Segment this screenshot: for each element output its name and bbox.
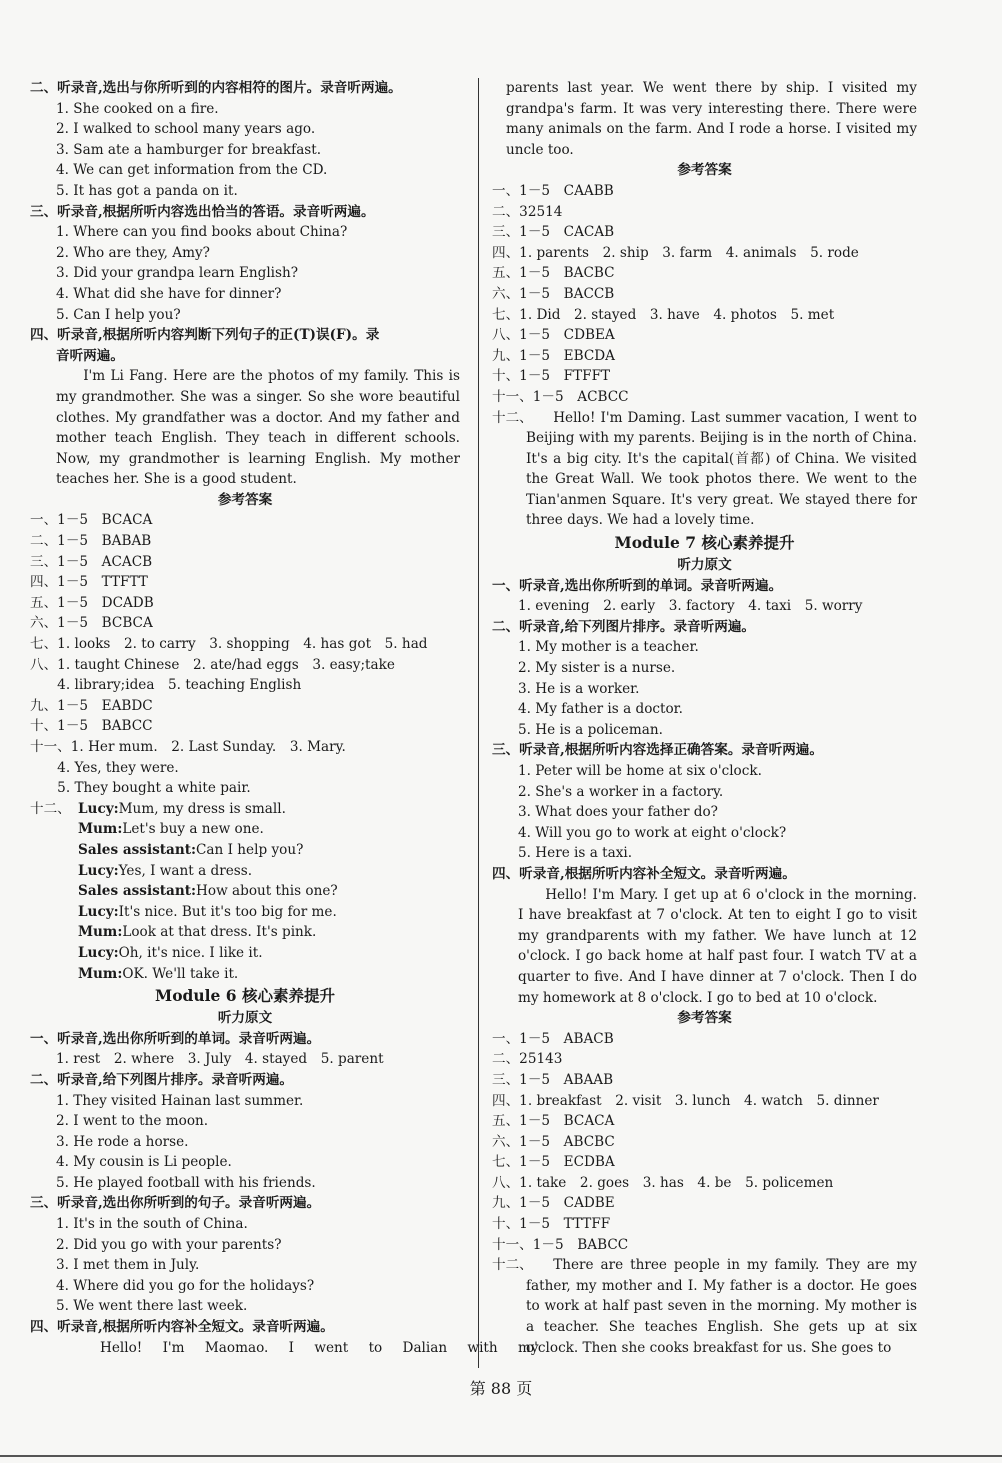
speaker: Mum: [78, 821, 123, 838]
listening-line: 5. Can I help you? [56, 306, 181, 323]
left-answers-title: 参考答案 [217, 491, 273, 508]
listening-line: 三、听录音,选出你所听到的句子。录音听两遍。 [30, 1195, 321, 1212]
answer-line: 十、1－5 FTFFT [492, 368, 611, 385]
item-12-label: 十二、 [492, 409, 533, 426]
speaker: Sales assistant: [78, 841, 197, 858]
speaker: Lucy: [78, 903, 119, 920]
last-item-label: 十二、 [492, 1257, 533, 1274]
listening-line: 3. What does your father do? [518, 804, 718, 821]
answer-line: 一、1－5 BCACA [30, 512, 153, 529]
listening-line: 四、听录音,根据所听内容判断下列句子的正(T)误(F)。录 [30, 327, 380, 344]
listening-line: 1. It's in the south of China. [56, 1216, 248, 1233]
utterance: Oh, it's nice. I like it. [118, 944, 263, 961]
answer-line: 二、32514 [492, 203, 563, 220]
speaker: Lucy: [78, 862, 119, 879]
dialog-line [30, 799, 460, 820]
dialog-line [30, 819, 460, 840]
listening-line: 四、听录音,根据所听内容补全短文。录音听两遍。 [30, 1319, 334, 1336]
listening-line: 一、听录音,选出你所听到的单词。录音听两遍。 [492, 577, 783, 594]
answer-line: 七、1. looks 2. to carry 3. shopping 4. has got 5. had [30, 636, 428, 653]
dialog [30, 799, 460, 984]
listening-line: 三、听录音,根据所听内容选择正确答案。录音听两遍。 [492, 742, 823, 759]
utterance: It's nice. But it's too big for me. [118, 903, 337, 920]
answer-line: 八、1. take 2. goes 3. has 4. be 5. policemen [492, 1174, 834, 1191]
speaker: Mum: [78, 965, 123, 982]
speaker: Mum: [78, 924, 123, 941]
answer-line: 一、1－5 CAABB [492, 182, 614, 199]
answer-line: 二、25143 [492, 1051, 563, 1068]
answer-line: 4. Yes, they were. [30, 759, 179, 776]
answer-line: 八、1－5 CDBEA [492, 327, 615, 344]
module7-title: Module 7 核心素养提升 [614, 533, 795, 553]
listening-line: 5. Here is a taxi. [518, 845, 633, 862]
listening-line: 3. Did your grandpa learn English? [56, 265, 299, 282]
utterance: Look at that dress. It's pink. [122, 924, 317, 941]
listening-line: 2. She's a worker in a factory. [518, 783, 724, 800]
listening-line: 2. My sister is a nurse. [518, 660, 676, 677]
module6-title: Module 6 核心素养提升 [155, 986, 335, 1006]
dialog-line [30, 964, 460, 985]
answer-line: 九、1－5 EBCDA [492, 347, 615, 364]
right-column [492, 78, 917, 1358]
answer-line: 九、1－5 EABDC [30, 697, 153, 714]
speaker: Sales assistant: [78, 883, 197, 900]
answer-line: 三、1－5 ABAAB [492, 1071, 614, 1088]
module6-passage-start: Hello! I'm Maomao. I went to Dalian with my [100, 1339, 539, 1356]
last-passage-text: There are three people in my family. They are my father, my mother and I. My father is a doctor. He goes to work at half past seven in the morning. My mother is a teacher. She teaches English. She gets up at six o'clock. Then she cooks breakfast for us. She goes to [526, 1257, 917, 1356]
passage-12-text: Hello! I'm Daming. Last summer vacation, I went to Beijing with my parents. Beijing is in the north of China. It's a big city. It's the capital(首都) of China. We visited the Great Wall. We took photos there. We went to the Tian'anmen Square. It's very great. We stayed there for three days. We had a lovely time. [526, 409, 917, 529]
answer-line: 4. library;idea 5. teaching English [30, 677, 302, 694]
listening-line: 2. I walked to school many years ago. [56, 121, 316, 138]
dialog-line [30, 922, 460, 943]
answer-line: 五、1－5 DCADB [30, 594, 154, 611]
module7-subtitle: 听力原文 [677, 557, 732, 574]
dialog-line [30, 861, 460, 882]
module6-lines [30, 1029, 460, 1338]
right-answers-title: 参考答案 [677, 162, 732, 179]
utterance: Yes, I want a dress. [118, 862, 253, 879]
answer-line: 六、1－5 BCBCA [30, 615, 153, 632]
right-answers2-title: 参考答案 [677, 1010, 732, 1027]
utterance: How about this one? [196, 883, 338, 900]
utterance: Can I help you? [196, 841, 304, 858]
answer-line: 十、1－5 BABCC [30, 718, 153, 735]
listening-line: 4. Where did you go for the holidays? [56, 1277, 315, 1294]
answer-line: 十一、1－5 ACBCC [492, 388, 629, 405]
dialog-line [30, 902, 460, 923]
answer-line: 九、1－5 CADBE [492, 1195, 615, 1212]
answer-line: 四、1. breakfast 2. visit 3. lunch 4. watch 5. dinner [492, 1092, 879, 1109]
listening-line: 一、听录音,选出你所听到的单词。录音听两遍。 [30, 1030, 321, 1047]
answer-line: 七、1. Did 2. stayed 3. have 4. photos 5. met [492, 306, 835, 323]
listening-line: 5. We went there last week. [56, 1298, 248, 1315]
listening-line: 三、听录音,根据所听内容选出恰当的答语。录音听两遍。 [30, 203, 375, 220]
module7-lines [492, 576, 917, 885]
bottom-rule [0, 1455, 1002, 1457]
listening-line: 1. She cooked on a fire. [56, 100, 219, 117]
listening-line: 5. He played football with his friends. [56, 1174, 316, 1191]
listening-line: 2. Did you go with your parents? [56, 1236, 282, 1253]
answer-line: 六、1－5 ABCBC [492, 1133, 615, 1150]
item-12-label: 十二、 [30, 800, 71, 817]
answer-line: 三、1－5 ACACB [30, 553, 153, 570]
answer-line: 五、1－5 BACBC [492, 265, 615, 282]
right-passage-continued: parents last year. We went there by ship. I visited my grandpa's farm. It was very interesting there. There were many animals on the farm. And I rode a horse. I visited my uncle too. [506, 80, 917, 158]
right-passage-12 [492, 408, 917, 532]
module7-passage: Hello! I'm Mary. I get up at 6 o'clock in the morning. I have breakfast at 7 o'clock. At ten to eight I go to visit my grandparents with my father. We have lunch at 12 o'clock. I go back home at half past four. I watch TV at a quarter to five. And I have dinner at 7 o'clock. Then I do my homework at 8 o'clock. I go to bed at 10 o'clock. [518, 886, 917, 1006]
speaker: Lucy: [78, 944, 119, 961]
listening-line: 二、听录音,选出与你所听到的内容相符的图片。录音听两遍。 [30, 80, 402, 96]
listening-line: 3. Sam ate a hamburger for breakfast. [56, 141, 322, 158]
listening-line: 5. It has got a panda on it. [56, 182, 238, 199]
listening-line: 1. My mother is a teacher. [518, 639, 699, 656]
listening-line: 1. Where can you find books about China? [56, 224, 348, 241]
answer-line: 四、1－5 TTFTT [30, 574, 148, 591]
page-number: 第 88 页 [469, 1379, 533, 1398]
listening-line: 3. He is a worker. [518, 680, 640, 697]
listening-line: 音听两遍。 [56, 347, 124, 364]
listening-line: 4. We can get information from the CD. [56, 162, 328, 179]
speaker: Lucy: [78, 800, 119, 817]
listening-line: 二、听录音,给下列图片排序。录音听两遍。 [492, 618, 756, 635]
left-answers [30, 510, 460, 798]
column-divider [478, 78, 479, 1368]
answer-line: 一、1－5 ABACB [492, 1030, 614, 1047]
listening-line: 4. What did she have for dinner? [56, 285, 282, 302]
answer-line: 二、1－5 BABAB [30, 533, 152, 550]
listening-line: 1. They visited Hainan last summer. [56, 1092, 304, 1109]
utterance: OK. We'll take it. [122, 965, 239, 982]
listening-line: 1. rest 2. where 3. July 4. stayed 5. parent [56, 1051, 384, 1068]
right-answers [492, 181, 917, 408]
answer-line: 四、1. parents 2. ship 3. farm 4. animals 5. rode [492, 244, 859, 261]
answer-line: 五、1－5 BCACA [492, 1113, 615, 1130]
dialog-line [30, 840, 460, 861]
listening-line: 1. Peter will be home at six o'clock. [518, 763, 762, 779]
right-answers-2 [492, 1029, 917, 1256]
answer-line: 三、1－5 CACAB [492, 224, 615, 241]
answer-line: 十一、1. Her mum. 2. Last Sunday. 3. Mary. [30, 739, 346, 755]
listening-line: 3. I met them in July. [56, 1257, 200, 1274]
answer-line: 5. They bought a white pair. [30, 780, 251, 797]
listening-line: 4. Will you go to work at eight o'clock? [518, 824, 787, 841]
module6-subtitle: 听力原文 [217, 1010, 273, 1027]
left-listening-lines [30, 78, 460, 366]
listening-line: 2. Who are they, Amy? [56, 244, 210, 261]
dialog-line [30, 881, 460, 902]
listening-line: 四、听录音,根据所听内容补全短文。录音听两遍。 [492, 865, 796, 882]
left-passage: I'm Li Fang. Here are the photos of my family. This is my grandmother. She was a singer. So she wore beautiful clothes. My grandfather was a doctor. And my father and mother teach English. They teach in different schools. Now, my grandmother is learning English. My mother teaches her. She is a good student. [56, 368, 460, 488]
answer-line: 七、1－5 ECDBA [492, 1154, 615, 1171]
listening-line: 4. My father is a doctor. [518, 701, 683, 718]
utterance: Mum, my dress is small. [118, 800, 286, 817]
listening-line: 1. evening 2. early 3. factory 4. taxi 5. worry [518, 598, 863, 615]
listening-line: 二、听录音,给下列图片排序。录音听两遍。 [30, 1071, 294, 1088]
utterance: Let's buy a new one. [122, 821, 264, 838]
listening-line: 3. He rode a horse. [56, 1133, 189, 1150]
answer-line: 八、1. taught Chinese 2. ate/had eggs 3. easy;take [30, 656, 395, 673]
dialog-line [30, 943, 460, 964]
last-passage [492, 1255, 917, 1358]
answer-line: 六、1－5 BACCB [492, 285, 615, 302]
listening-line: 4. My cousin is Li people. [56, 1154, 232, 1171]
answer-line: 十、1－5 TTTFF [492, 1216, 611, 1233]
answer-line: 十一、1－5 BABCC [492, 1236, 629, 1253]
listening-line: 5. He is a policeman. [518, 721, 663, 738]
listening-line: 2. I went to the moon. [56, 1113, 209, 1130]
